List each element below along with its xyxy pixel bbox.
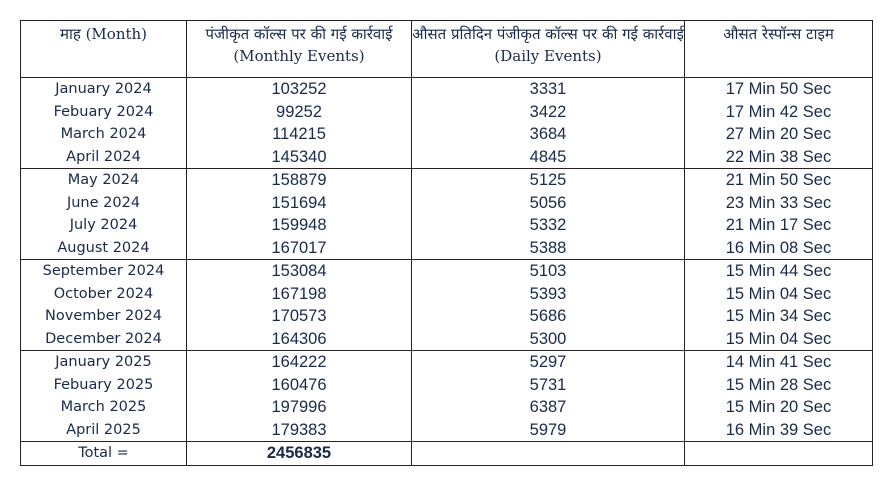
daily-events-cell: 5125 [412, 169, 685, 192]
response-time-cell: 14 Min 41 Sec [685, 351, 873, 374]
response-time-cell: 15 Min 20 Sec [685, 396, 873, 419]
month-cell: June 2024 [21, 192, 187, 215]
month-cell: July 2024 [21, 214, 187, 237]
table-row [21, 283, 873, 306]
table-body [21, 78, 873, 466]
total-row [21, 442, 873, 466]
monthly-events-cell: 164222 [187, 351, 412, 374]
month-cell: October 2024 [21, 283, 187, 306]
header-month: माह (Month) [21, 21, 187, 78]
daily-events-cell: 6387 [412, 396, 685, 419]
monthly-events-cell: 145340 [187, 146, 412, 169]
table-row [21, 214, 873, 237]
month-cell: August 2024 [21, 237, 187, 260]
daily-events-cell: 5332 [412, 214, 685, 237]
table-row [21, 328, 873, 351]
month-cell: March 2024 [21, 123, 187, 146]
month-cell: September 2024 [21, 260, 187, 283]
monthly-events-cell: 170573 [187, 305, 412, 328]
daily-events-cell: 5103 [412, 260, 685, 283]
table-row [21, 146, 873, 169]
month-cell: April 2025 [21, 419, 187, 442]
table-row [21, 374, 873, 397]
month-cell: May 2024 [21, 169, 187, 192]
response-time-cell: 15 Min 04 Sec [685, 283, 873, 306]
daily-events-cell: 5388 [412, 237, 685, 260]
response-time-cell: 23 Min 33 Sec [685, 192, 873, 215]
monthly-events-cell: 114215 [187, 123, 412, 146]
daily-events-cell: 5393 [412, 283, 685, 306]
events-table [20, 20, 873, 466]
total-monthly-events: 2456835 [187, 442, 412, 466]
monthly-events-cell: 158879 [187, 169, 412, 192]
table-row [21, 305, 873, 328]
table-row [21, 101, 873, 124]
daily-events-cell: 3422 [412, 101, 685, 124]
daily-events-cell: 3331 [412, 78, 685, 101]
response-time-cell: 17 Min 50 Sec [685, 78, 873, 101]
monthly-events-cell: 167017 [187, 237, 412, 260]
table-row [21, 123, 873, 146]
month-cell: November 2024 [21, 305, 187, 328]
table-row [21, 260, 873, 283]
response-time-cell: 27 Min 20 Sec [685, 123, 873, 146]
month-cell: Febuary 2024 [21, 101, 187, 124]
response-time-cell: 17 Min 42 Sec [685, 101, 873, 124]
table-row [21, 419, 873, 442]
header-response-time: औसत रेस्पॉन्स टाइम [685, 21, 873, 78]
response-time-cell: 22 Min 38 Sec [685, 146, 873, 169]
month-cell: Febuary 2025 [21, 374, 187, 397]
total-label: Total = [21, 442, 187, 466]
monthly-events-cell: 167198 [187, 283, 412, 306]
table-row [21, 396, 873, 419]
table-row [21, 169, 873, 192]
response-time-cell: 21 Min 17 Sec [685, 214, 873, 237]
monthly-events-cell: 151694 [187, 192, 412, 215]
daily-events-cell: 5300 [412, 328, 685, 351]
monthly-events-cell: 159948 [187, 214, 412, 237]
response-time-cell: 16 Min 08 Sec [685, 237, 873, 260]
response-time-cell: 21 Min 50 Sec [685, 169, 873, 192]
table-row [21, 78, 873, 101]
header-daily-events: औसत प्रतिदिन पंजीकृत कॉल्स पर की गई कार्रवाई (Daily Events) [412, 21, 685, 78]
header-monthly-events: पंजीकृत कॉल्स पर की गई कार्रवाई (Monthly Events) [187, 21, 412, 78]
daily-events-cell: 5297 [412, 351, 685, 374]
monthly-events-cell: 179383 [187, 419, 412, 442]
response-time-cell: 15 Min 44 Sec [685, 260, 873, 283]
monthly-events-cell: 99252 [187, 101, 412, 124]
monthly-events-cell: 103252 [187, 78, 412, 101]
daily-events-cell: 5686 [412, 305, 685, 328]
daily-events-cell: 4845 [412, 146, 685, 169]
table-row [21, 192, 873, 215]
monthly-events-cell: 160476 [187, 374, 412, 397]
header-row [21, 21, 873, 78]
total-response-time [685, 442, 873, 466]
monthly-events-cell: 197996 [187, 396, 412, 419]
response-time-cell: 15 Min 28 Sec [685, 374, 873, 397]
monthly-events-cell: 153084 [187, 260, 412, 283]
month-cell: March 2025 [21, 396, 187, 419]
table-row [21, 351, 873, 374]
month-cell: January 2025 [21, 351, 187, 374]
daily-events-cell: 5056 [412, 192, 685, 215]
month-cell: January 2024 [21, 78, 187, 101]
daily-events-cell: 5731 [412, 374, 685, 397]
response-time-cell: 15 Min 04 Sec [685, 328, 873, 351]
response-time-cell: 16 Min 39 Sec [685, 419, 873, 442]
daily-events-cell: 5979 [412, 419, 685, 442]
month-cell: April 2024 [21, 146, 187, 169]
total-daily-events [412, 442, 685, 466]
month-cell: December 2024 [21, 328, 187, 351]
table-row [21, 237, 873, 260]
response-time-cell: 15 Min 34 Sec [685, 305, 873, 328]
daily-events-cell: 3684 [412, 123, 685, 146]
monthly-events-cell: 164306 [187, 328, 412, 351]
